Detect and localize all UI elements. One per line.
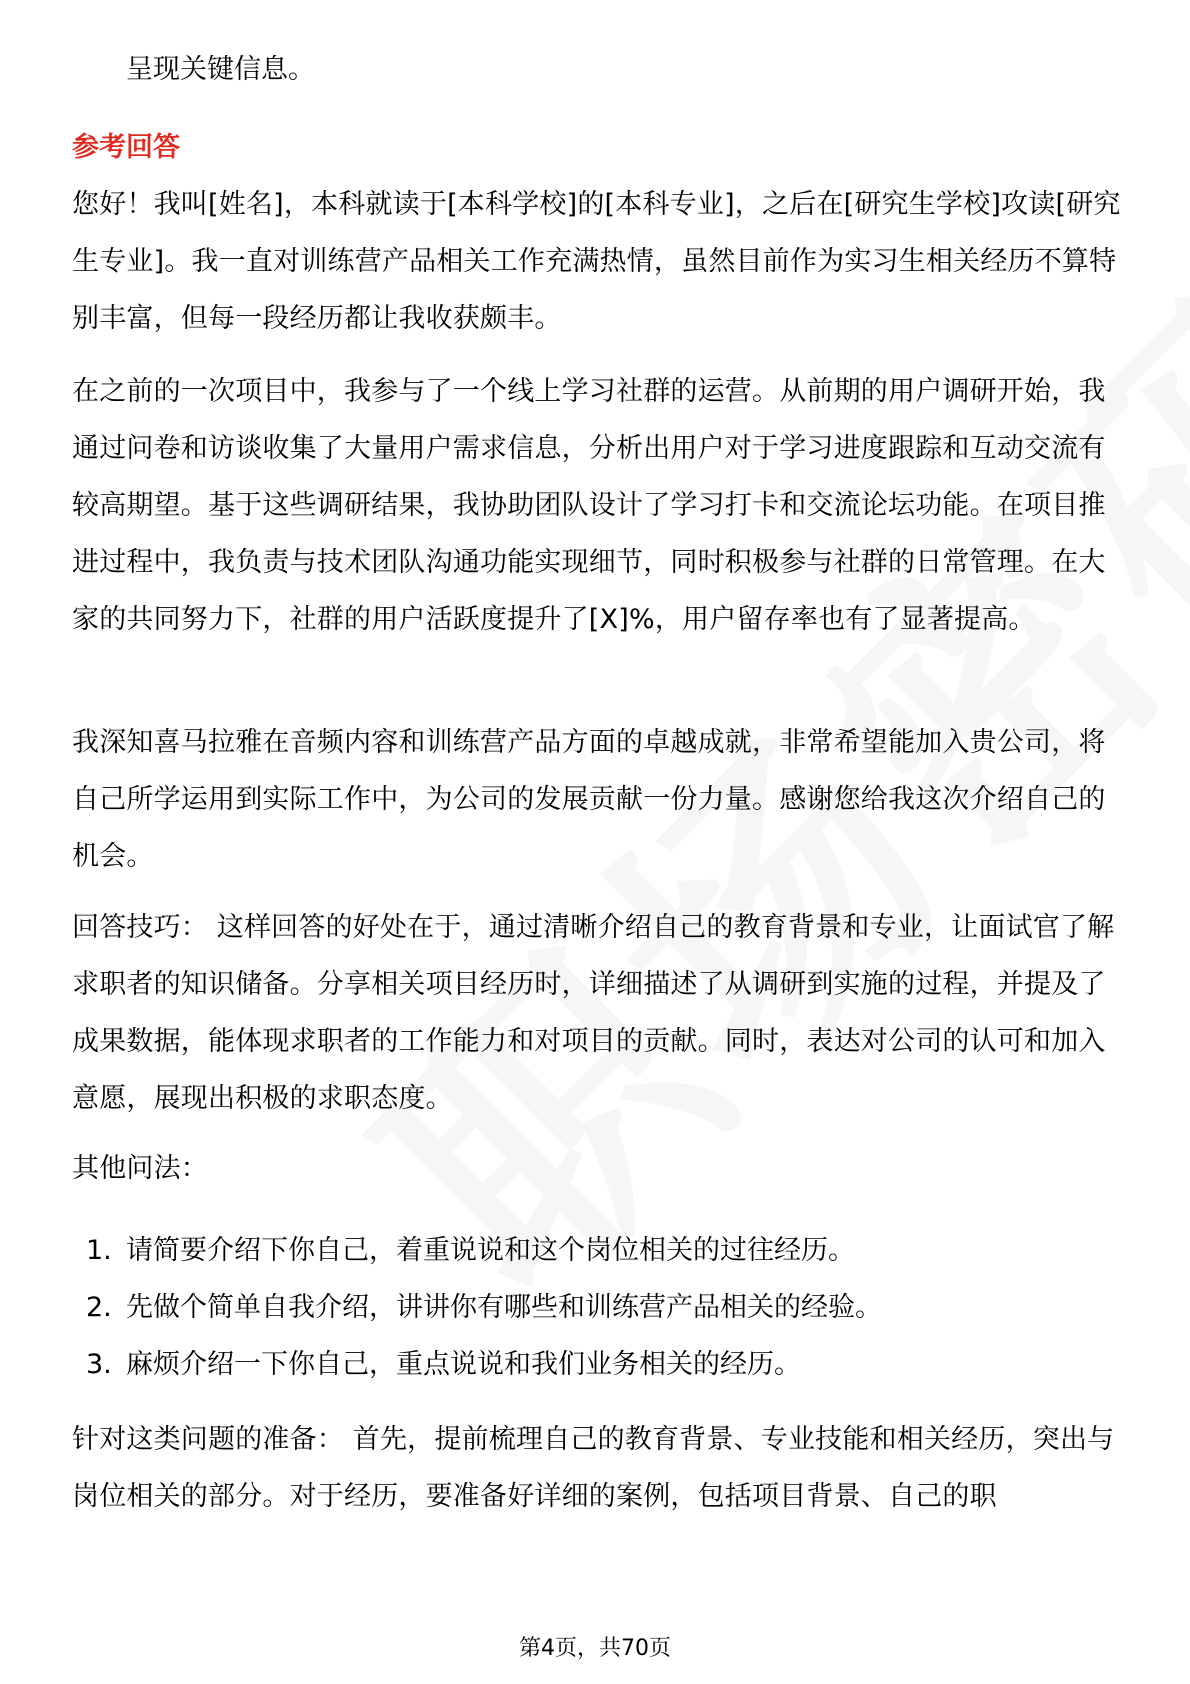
paragraph-intro: 您好！我叫[姓名]，本科就读于[本科学校]的[本科专业]，之后在[研究生学校]攻读[研究生专业]。我一直对训练营产品相关工作充满热情，虽然目前作为实习生相关经历不算特别丰富，但每一段经历都让我收获颇丰。 — [72, 189, 1121, 334]
list-item-text: 请简要介绍下你自己，着重说说和这个岗位相关的过往经历。 — [126, 1235, 855, 1266]
paragraph-closing: 我深知喜马拉雅在音频内容和训练营产品方面的卓越成就，非常希望能加入贵公司，将自己所学运用到实际工作中，为公司的发展贡献一份力量。感谢您给我这次介绍自己的机会。 — [72, 727, 1106, 872]
continuation-line: 呈现关键信息。 — [126, 54, 315, 85]
list-item-text: 先做个简单自我介绍，讲讲你有哪些和训练营产品相关的经验。 — [126, 1292, 882, 1323]
other-questions-label: 其他问法： — [72, 1153, 208, 1184]
list-number: 2. — [86, 1292, 112, 1323]
list-item — [80, 1279, 1120, 1336]
page-footer: 第4页，共70页 — [519, 1636, 671, 1661]
other-questions-list — [80, 1222, 1120, 1393]
paragraph-project: 在之前的一次项目中，我参与了一个线上学习社群的运营。从前期的用户调研开始，我通过问卷和访谈收集了大量用户需求信息，分析出用户对于学习进度跟踪和互动交流有较高期望。基于这些调研结果，我协助团队设计了学习打卡和交流论坛功能。在项目推进过程中，我负责与技术团队沟通功能实现细节，同时积极参与社群的日常管理。在大家的共同努力下，社群的用户活跃度提升了[X]%，用户留存率也有了显著提高。 — [72, 376, 1106, 635]
section-heading: 参考回答 — [72, 132, 180, 163]
list-item — [80, 1336, 1120, 1393]
paragraph-tips: 回答技巧： 这样回答的好处在于，通过清晰介绍自己的教育背景和专业，让面试官了解求职者的知识储备。分享相关项目经历时，详细描述了从调研到实施的过程，并提及了成果数据，能体现求职者的工作能力和对项目的贡献。同时，表达对公司的认可和加入意愿，展现出积极的求职态度。 — [72, 912, 1115, 1114]
list-item-text: 麻烦介绍一下你自己，重点说说和我们业务相关的经历。 — [126, 1349, 801, 1380]
paragraph-preparation: 针对这类问题的准备： 首先，提前梳理自己的教育背景、专业技能和相关经历，突出与岗位相关的部分。对于经历，要准备好详细的案例，包括项目背景、自己的职 — [72, 1424, 1115, 1512]
list-number: 3. — [86, 1349, 112, 1380]
list-number: 1. — [86, 1235, 112, 1266]
list-item — [80, 1222, 1120, 1279]
